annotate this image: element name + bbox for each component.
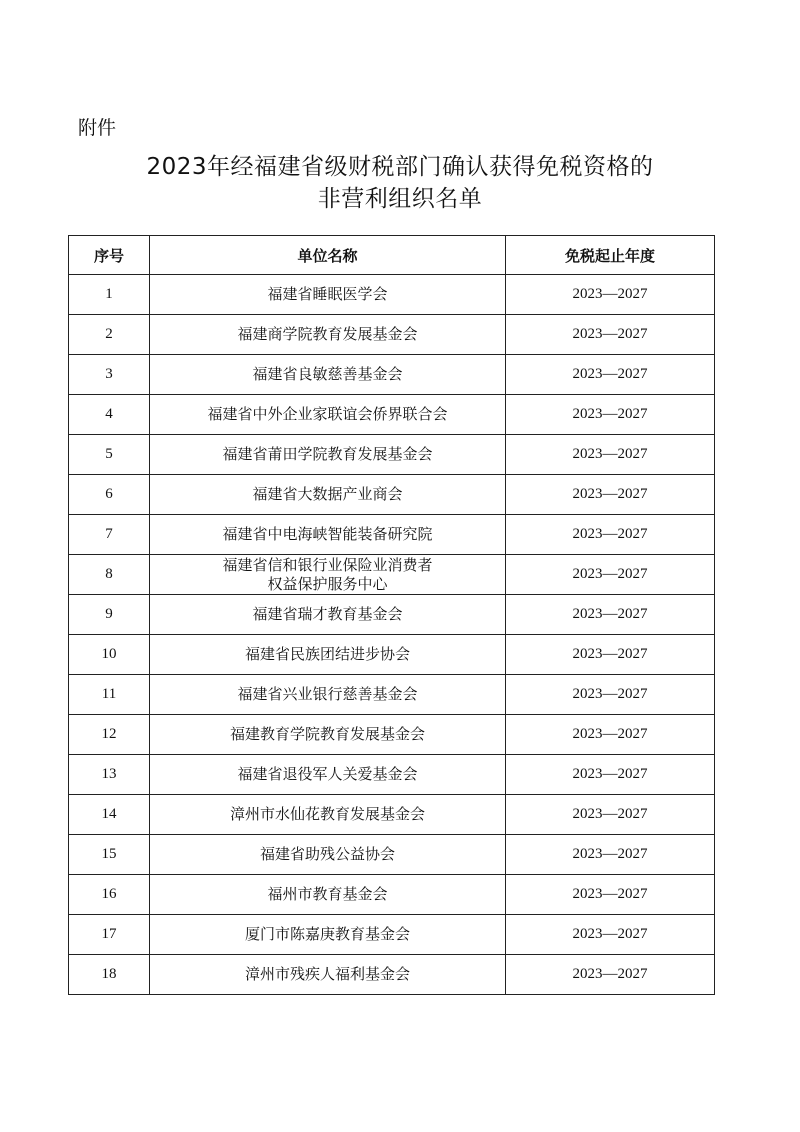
organization-table (68, 235, 715, 995)
row-serial-number: 7 (69, 515, 150, 555)
table-row (69, 275, 715, 315)
row-exemption-years: 2023—2027 (506, 875, 715, 915)
row-organization-name: 福建省瑞才教育基金会 (150, 595, 506, 635)
table-row (69, 475, 715, 515)
row-serial-number: 16 (69, 875, 150, 915)
table-row (69, 675, 715, 715)
table-row (69, 715, 715, 755)
row-exemption-years: 2023—2027 (506, 475, 715, 515)
row-exemption-years: 2023—2027 (506, 955, 715, 995)
row-serial-number: 5 (69, 435, 150, 475)
row-exemption-years: 2023—2027 (506, 515, 715, 555)
row-exemption-years: 2023—2027 (506, 635, 715, 675)
row-organization-name: 厦门市陈嘉庚教育基金会 (150, 915, 506, 955)
row-exemption-years: 2023—2027 (506, 715, 715, 755)
row-organization-name: 福建省莆田学院教育发展基金会 (150, 435, 506, 475)
row-organization-name-line-2: 权益保护服务中心 (267, 574, 388, 593)
row-organization-name-line-1: 福建省信和银行业保险业消费者 (222, 555, 433, 574)
document-title-line-1: 2023年经福建省级财税部门确认获得免税资格的 (146, 154, 654, 180)
row-serial-number: 8 (69, 555, 150, 595)
row-organization-name: 福州市教育基金会 (150, 875, 506, 915)
table-row (69, 515, 715, 555)
row-organization-name: 漳州市水仙花教育发展基金会 (150, 795, 506, 835)
row-organization-name: 福建省良敏慈善基金会 (150, 355, 506, 395)
row-exemption-years: 2023—2027 (506, 795, 715, 835)
table-row (69, 395, 715, 435)
row-serial-number: 10 (69, 635, 150, 675)
table-row (69, 355, 715, 395)
row-exemption-years: 2023—2027 (506, 555, 715, 595)
row-serial-number: 17 (69, 915, 150, 955)
row-exemption-years: 2023—2027 (506, 835, 715, 875)
table-row (69, 795, 715, 835)
header-organization-name: 单位名称 (150, 236, 506, 275)
header-serial-number: 序号 (69, 236, 150, 275)
attachment-label: 附件 (78, 117, 117, 139)
table-row (69, 955, 715, 995)
row-organization-name: 福建教育学院教育发展基金会 (150, 715, 506, 755)
row-exemption-years: 2023—2027 (506, 355, 715, 395)
row-serial-number: 3 (69, 355, 150, 395)
row-serial-number: 11 (69, 675, 150, 715)
document-title-line-2: 非营利组织名单 (317, 186, 483, 212)
row-organization-name: 福建省民族团结进步协会 (150, 635, 506, 675)
row-exemption-years: 2023—2027 (506, 595, 715, 635)
row-serial-number: 4 (69, 395, 150, 435)
table-row (69, 835, 715, 875)
table-row (69, 595, 715, 635)
row-serial-number: 6 (69, 475, 150, 515)
row-organization-name: 福建省退役军人关爱基金会 (150, 755, 506, 795)
row-exemption-years: 2023—2027 (506, 915, 715, 955)
row-exemption-years: 2023—2027 (506, 315, 715, 355)
row-exemption-years: 2023—2027 (506, 435, 715, 475)
row-organization-name: 福建省睡眠医学会 (150, 275, 506, 315)
row-exemption-years: 2023—2027 (506, 755, 715, 795)
row-serial-number: 14 (69, 795, 150, 835)
table-row (69, 635, 715, 675)
row-serial-number: 13 (69, 755, 150, 795)
row-organization-name: 漳州市残疾人福利基金会 (150, 955, 506, 995)
row-serial-number: 12 (69, 715, 150, 755)
row-organization-name (150, 555, 506, 595)
table-row (69, 435, 715, 475)
table-row (69, 875, 715, 915)
table-row (69, 555, 715, 595)
row-exemption-years: 2023—2027 (506, 395, 715, 435)
table-header-row (69, 236, 715, 275)
row-organization-name: 福建省中外企业家联谊会侨界联合会 (150, 395, 506, 435)
table-row (69, 915, 715, 955)
row-serial-number: 9 (69, 595, 150, 635)
table-row (69, 315, 715, 355)
header-exemption-years: 免税起止年度 (506, 236, 715, 275)
row-serial-number: 1 (69, 275, 150, 315)
row-organization-name: 福建省助残公益协会 (150, 835, 506, 875)
table-row (69, 755, 715, 795)
row-organization-name: 福建商学院教育发展基金会 (150, 315, 506, 355)
row-serial-number: 18 (69, 955, 150, 995)
row-organization-name: 福建省大数据产业商会 (150, 475, 506, 515)
row-serial-number: 2 (69, 315, 150, 355)
row-organization-name: 福建省兴业银行慈善基金会 (150, 675, 506, 715)
row-exemption-years: 2023—2027 (506, 675, 715, 715)
row-exemption-years: 2023—2027 (506, 275, 715, 315)
row-serial-number: 15 (69, 835, 150, 875)
row-organization-name: 福建省中电海峡智能装备研究院 (150, 515, 506, 555)
